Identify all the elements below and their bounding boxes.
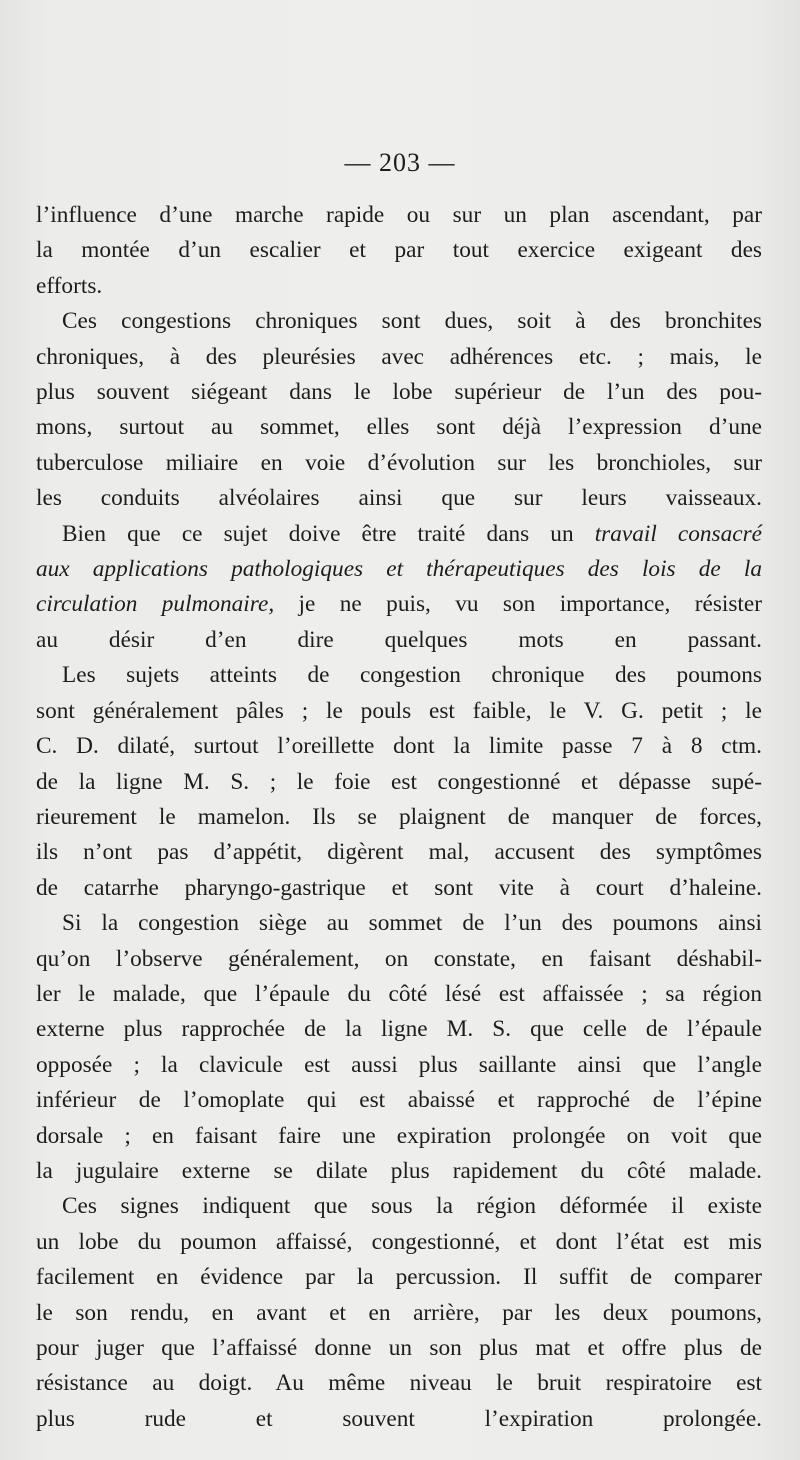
- text-line: Ces congestions chroniques sont dues, soit à des bronchites: [62, 308, 762, 335]
- text-line: la montée d’un escalier et par tout exercice exigeant des: [36, 237, 762, 264]
- text-line: dorsale ; en faisant faire une expiration prolongée on voit que: [36, 1122, 762, 1149]
- text-line: les conduits alvéolaires ainsi que sur leurs vaisseaux.: [36, 485, 762, 512]
- paragraph: [36, 517, 762, 659]
- text-line: ler le malade, que l’épaule du côté lésé est affaissée ; sa région: [36, 980, 762, 1007]
- text-line: sont généralement pâles ; le pouls est faible, le V. G. petit ; le: [36, 697, 762, 724]
- text-line: Si la congestion siège au sommet de l’un des poumons ainsi: [62, 910, 762, 937]
- text-line: Ces signes indiquent que sous la région déformée il existe: [62, 1193, 762, 1220]
- paragraph: [36, 658, 762, 906]
- text-line: qu’on l’observe généralement, on constate, en faisant déshabil-: [36, 945, 762, 972]
- text-line: l’influence d’une marche rapide ou sur un plan ascendant, par: [36, 202, 762, 228]
- text-line: opposée ; la clavicule est aussi plus saillante ainsi que l’angle: [36, 1051, 762, 1078]
- text-line: tuberculose miliaire en voie d’évolution sur les bronchioles, sur: [36, 449, 762, 476]
- text-line: plus souvent siégeant dans le lobe supérieur de l’un des pou-: [36, 379, 762, 406]
- text-line: chroniques, à des pleurésies avec adhérences etc. ; mais, le: [36, 343, 762, 370]
- text-line: la jugulaire externe se dilate plus rapidement du côté malade.: [36, 1157, 762, 1184]
- text-line: Les sujets atteints de congestion chronique des poumons: [62, 662, 762, 689]
- text-line: C. D. dilaté, surtout l’oreillette dont la limite passe 7 à 8 ctm.: [36, 733, 762, 760]
- text-line: inférieur de l’omoplate qui est abaissé et rapproché de l’épine: [36, 1087, 762, 1114]
- page-number: — 203 —: [344, 148, 456, 177]
- text-line: mons, surtout au sommet, elles sont déjà l’expression d’une: [36, 414, 762, 441]
- text-line: externe plus rapprochée de la ligne M. S. que celle de l’épaule: [36, 1016, 762, 1043]
- text-line: de catarrhe pharyngo-gastrique et sont vite à court d’haleine.: [36, 874, 762, 901]
- text-line: le son rendu, en avant et en arrière, par les deux poumons,: [36, 1299, 762, 1326]
- paragraph: [36, 304, 762, 516]
- italic-text-run: aux applications pathologiques et thérapeutiques des lois de la: [36, 556, 762, 583]
- text-line: pour juger que l’affaissé donne un son plus mat et offre plus de: [36, 1335, 762, 1361]
- text-run: Bien que ce sujet doive être traité dans un: [62, 520, 595, 547]
- text-line: de la ligne M. S. ; le foie est congestionné et dépasse supé-: [36, 768, 762, 795]
- text-line: plus rude et souvent l’expiration prolongée.: [36, 1405, 762, 1432]
- text-line: rieurement le mamelon. Ils se plaignent de manquer de forces,: [36, 803, 762, 830]
- text-line: ils n’ont pas d’appétit, digèrent mal, accusent des symptômes: [36, 839, 762, 866]
- paragraph: [36, 1189, 762, 1437]
- paragraph: [36, 198, 762, 304]
- text-line: efforts.: [36, 272, 103, 299]
- text-run: je ne puis, vu son importance, résister: [274, 591, 762, 618]
- italic-text-run: circulation pulmonaire,: [36, 591, 275, 618]
- text-run: au désir d’en dire quelques mots en passant.: [36, 626, 762, 653]
- text-line: un lobe du poumon affaissé, congestionné, et dont l’état est mis: [36, 1228, 762, 1255]
- italic-text-run: travail consacré: [594, 520, 763, 547]
- text-line: facilement en évidence par la percussion. Il suffit de comparer: [36, 1264, 762, 1291]
- text-line: résistance au doigt. Au même niveau le bruit respiratoire est: [36, 1370, 762, 1397]
- body-text: [36, 198, 762, 1437]
- paragraph: [36, 906, 762, 1189]
